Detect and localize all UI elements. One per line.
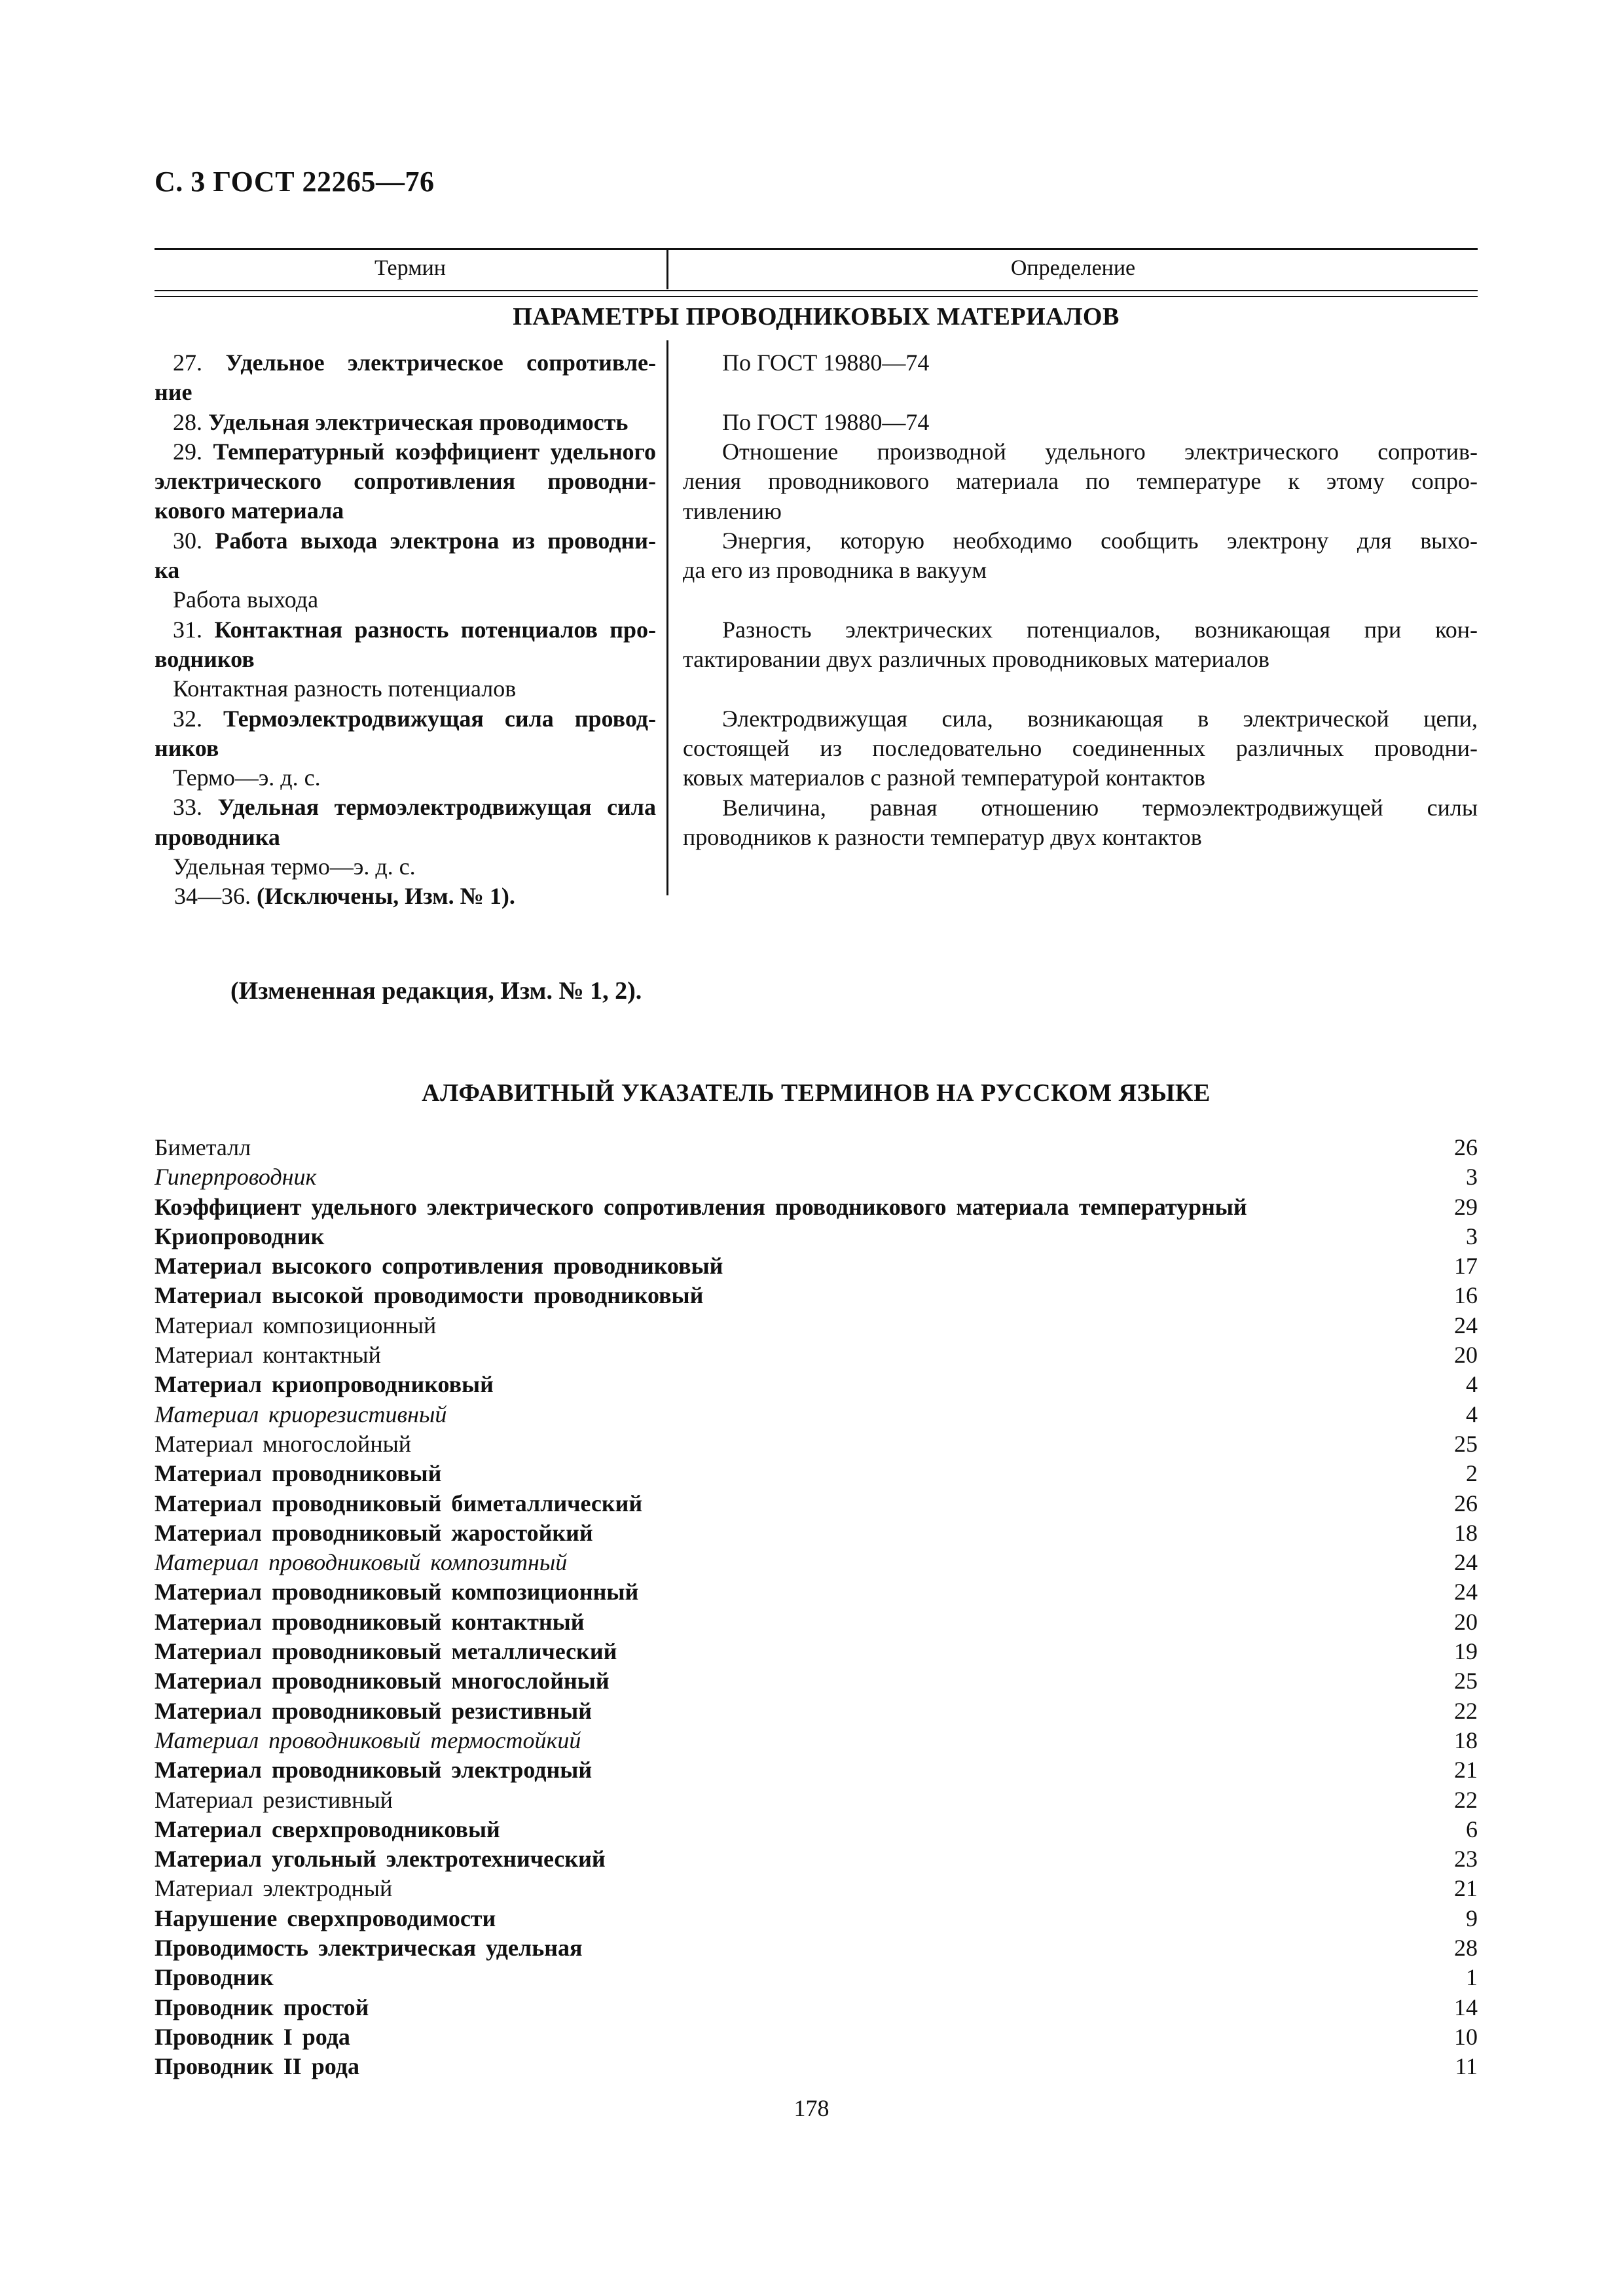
index-term-number: 24 [1454, 1312, 1478, 1338]
index-entry [155, 2052, 1478, 2081]
term-synonym: Термо—э. д. с. [173, 764, 321, 791]
index-term-number: 28 [1454, 1935, 1478, 1962]
index-term-number: 23 [1454, 1846, 1478, 1873]
term-line [155, 496, 656, 526]
index-term: Материал криорезистивный [155, 1401, 447, 1427]
table-header-divider [666, 250, 668, 289]
index-entry [155, 1577, 1478, 1607]
term-number: 32. [173, 705, 223, 732]
index-entry [155, 1844, 1478, 1874]
definition-line: По ГОСТ 19880—74 [722, 350, 930, 376]
index-term: Проводник I рода [155, 2023, 350, 2050]
definition-line: проводников к разности температур двух контактов [683, 823, 1202, 850]
index-entry [155, 1459, 1478, 1488]
index-term: Материал проводниковый [155, 1460, 442, 1487]
term-number: 29. [173, 438, 213, 465]
definition-line: Энергия, которую необходимо сообщить электрону для выхо- [722, 527, 1478, 554]
term-text: проводника [155, 823, 280, 850]
term-line [155, 763, 656, 793]
index-title: АЛФАВИТНЫЙ УКАЗАТЕЛЬ ТЕРМИНОВ НА РУССКОМ ЯЗЫКЕ [422, 1079, 1211, 1107]
index-term: Материал проводниковый композитный [155, 1549, 568, 1576]
term-number: 27. [173, 350, 226, 376]
index-term: Материал сверхпроводниковый [155, 1816, 500, 1842]
index-entry [155, 1933, 1478, 1963]
definition-line: Электродвижущая сила, возникающая в электрической цепи, [722, 705, 1478, 732]
index-term-number: 29 [1454, 1193, 1478, 1220]
index-term: Материал контактный [155, 1342, 381, 1369]
definition-line: состоящей из последовательно соединенных различных проводни- [683, 734, 1478, 761]
section-title: ПАРАМЕТРЫ ПРОВОДНИКОВЫХ МАТЕРИАЛОВ [513, 303, 1120, 331]
term-line [155, 348, 656, 378]
index-entry [155, 1518, 1478, 1548]
index-term-number: 3 [1466, 1223, 1478, 1249]
index-entry [155, 1963, 1478, 1992]
term-line [155, 852, 656, 882]
definition-line: Разность электрических потенциалов, возникающая при кон- [722, 616, 1478, 643]
term-line [155, 408, 656, 437]
index-entry [155, 1340, 1478, 1370]
index-term-number: 19 [1454, 1638, 1478, 1665]
index-entry [155, 1222, 1478, 1251]
index-term-number: 21 [1454, 1757, 1478, 1784]
index-term: Материал проводниковый композиционный [155, 1579, 639, 1605]
index-term: Материал электродный [155, 1875, 393, 1902]
index-entry [155, 1637, 1478, 1666]
index-entry [155, 1489, 1478, 1518]
index-term-number: 14 [1454, 1994, 1478, 2020]
index-term: Материал проводниковый электродный [155, 1757, 593, 1784]
definition-line: тивлению [683, 497, 782, 524]
term-text: водников [155, 645, 255, 672]
term-text: Контактная разность потенциалов про- [214, 616, 657, 643]
index-entry [155, 1429, 1478, 1459]
index-term: Проводник простой [155, 1994, 369, 2020]
term-line [155, 615, 656, 645]
index-term: Проводник [155, 1964, 274, 1991]
definition-line: ковых материалов с разной температурой контактов [683, 764, 1206, 791]
table-header-rule [155, 296, 1478, 297]
term-text: ние [155, 379, 192, 406]
index-entry [155, 1696, 1478, 1726]
term-line [155, 585, 656, 615]
index-entry [155, 1548, 1478, 1577]
index-term: Проводник II рода [155, 2053, 359, 2080]
terms-column [155, 348, 656, 912]
index-term-number: 3 [1466, 1164, 1478, 1191]
index-term-number: 11 [1455, 2053, 1478, 2080]
index-term-number: 26 [1454, 1134, 1478, 1160]
index-term: Материал проводниковый металлический [155, 1638, 617, 1665]
term-text: Термоэлектродвижущая сила провод- [223, 705, 657, 732]
index-term: Материал проводниковый биметаллический [155, 1490, 643, 1516]
table-column-divider [666, 340, 668, 895]
page-number: 178 [793, 2095, 830, 2121]
term-line [155, 793, 656, 822]
index-term-number: 18 [1454, 1519, 1478, 1546]
index-entry [155, 1193, 1478, 1222]
term-line [155, 526, 656, 556]
index-entry [155, 1666, 1478, 1696]
term-synonym: Удельная термо—э. д. с. [173, 853, 416, 880]
index-entry [155, 1607, 1478, 1637]
index-term: Материал проводниковый резистивный [155, 1697, 593, 1724]
index-entry [155, 1904, 1478, 1933]
index-term-number: 10 [1454, 2023, 1478, 2050]
index-entry [155, 1726, 1478, 1755]
term-line [155, 823, 656, 852]
index-term-number: 6 [1466, 1816, 1478, 1842]
index-term: Материал высокой проводимости проводниковый [155, 1282, 704, 1309]
index-term-number: 20 [1454, 1608, 1478, 1635]
term-text: ка [155, 557, 180, 584]
term-text: Удельная термоэлектродвижущая сила [217, 794, 656, 821]
index-term: Материал проводниковый термостойкий [155, 1727, 581, 1753]
term-line [155, 437, 656, 467]
definition-line: Отношение производной удельного электрического сопротив- [722, 438, 1478, 465]
term-number: 28. [173, 408, 208, 435]
term-number: 34—36. [174, 883, 257, 910]
index-term: Материал криопроводниковый [155, 1371, 494, 1398]
index-entry [155, 1993, 1478, 2022]
index-term-number: 21 [1454, 1875, 1478, 1902]
index-entry [155, 1281, 1478, 1310]
index-term-number: 22 [1454, 1786, 1478, 1813]
term-number: 30. [173, 527, 215, 554]
index-term: Гиперпроводник [155, 1164, 317, 1191]
term-synonym: Работа выхода [173, 586, 319, 613]
index-term-number: 9 [1466, 1905, 1478, 1931]
index-term-number: 26 [1454, 1490, 1478, 1516]
definition-line: тактировании двух различных проводниковых материалов [683, 646, 1270, 672]
term-line [155, 674, 656, 704]
index-term-number: 4 [1466, 1371, 1478, 1398]
table-header-rule [155, 290, 1478, 291]
index-term: Материал композиционный [155, 1312, 437, 1338]
term-text: Температурный коэффициент удельного [213, 438, 657, 465]
term-line [155, 378, 656, 407]
index-term: Материал проводниковый контактный [155, 1608, 585, 1635]
index-term-number: 24 [1454, 1549, 1478, 1576]
index-term-number: 24 [1454, 1579, 1478, 1605]
index-entry [155, 1251, 1478, 1281]
index-term-number: 25 [1454, 1668, 1478, 1695]
index-term: Материал проводниковый жаростойкий [155, 1519, 593, 1546]
index-entry [155, 2022, 1478, 2052]
index-entry [155, 1785, 1478, 1815]
definition-line: Величина, равная отношению термоэлектродвижущей силы [722, 794, 1478, 821]
index-term-number: 18 [1454, 1727, 1478, 1753]
table-top-rule [155, 248, 1478, 250]
term-text: электрического сопротивления проводни- [155, 468, 656, 495]
term-synonym: Контактная разность потенциалов [173, 675, 517, 702]
term-line [155, 704, 656, 734]
index-term: Криопроводник [155, 1223, 325, 1249]
definition-line: да его из проводника в вакуум [683, 557, 987, 584]
index-term: Материал резистивный [155, 1786, 393, 1813]
document-header: С. 3 ГОСТ 22265—76 [155, 166, 435, 198]
index-entry [155, 1162, 1478, 1192]
index-term: Материал угольный электротехнический [155, 1846, 606, 1873]
index-list [155, 1133, 1478, 2082]
index-entry [155, 1311, 1478, 1340]
index-term: Нарушение сверхпроводимости [155, 1905, 496, 1931]
index-entry [155, 1755, 1478, 1785]
edition-note: (Измененная редакция, Изм. № 1, 2). [230, 977, 642, 1005]
index-entry [155, 1400, 1478, 1429]
term-text: Удельная электрическая проводимость [208, 408, 629, 435]
definition-line: ления проводникового материала по температуре к этому сопро- [683, 468, 1478, 495]
term-text: кового материала [155, 497, 344, 524]
index-term: Коэффициент удельного электрического сопротивления проводникового материала температурный [155, 1193, 1247, 1220]
index-term-number: 4 [1466, 1401, 1478, 1427]
index-entry [155, 1874, 1478, 1903]
term-text: ников [155, 734, 219, 761]
term-line [174, 882, 656, 911]
index-term-number: 16 [1454, 1282, 1478, 1309]
term-number: 33. [173, 794, 218, 821]
term-line [155, 467, 656, 496]
term-text: (Исключены, Изм. № 1). [257, 883, 515, 910]
index-entry [155, 1815, 1478, 1844]
term-line [155, 645, 656, 674]
term-line [155, 734, 656, 763]
index-term: Проводимость электрическая удельная [155, 1935, 583, 1962]
index-term-number: 22 [1454, 1697, 1478, 1724]
index-term: Материал высокого сопротивления проводниковый [155, 1253, 723, 1280]
index-entry [155, 1370, 1478, 1399]
term-number: 31. [173, 616, 215, 643]
index-term-number: 2 [1466, 1460, 1478, 1487]
term-line [155, 556, 656, 585]
index-term: Материал проводниковый многослойный [155, 1668, 610, 1695]
index-term-number: 20 [1454, 1342, 1478, 1369]
index-term-number: 1 [1466, 1964, 1478, 1991]
definition-line: По ГОСТ 19880—74 [722, 408, 930, 435]
column-header-term: Термин [374, 256, 446, 280]
term-text: Удельное электрическое сопротивле- [225, 350, 656, 376]
index-term-number: 17 [1454, 1253, 1478, 1280]
term-text: Работа выхода электрона из проводни- [215, 527, 656, 554]
index-term: Материал многослойный [155, 1430, 412, 1457]
index-term-number: 25 [1454, 1430, 1478, 1457]
column-header-definition: Определение [1010, 256, 1136, 280]
table-header-row [155, 251, 1478, 285]
index-entry [155, 1133, 1478, 1162]
index-term: Биметалл [155, 1134, 251, 1160]
